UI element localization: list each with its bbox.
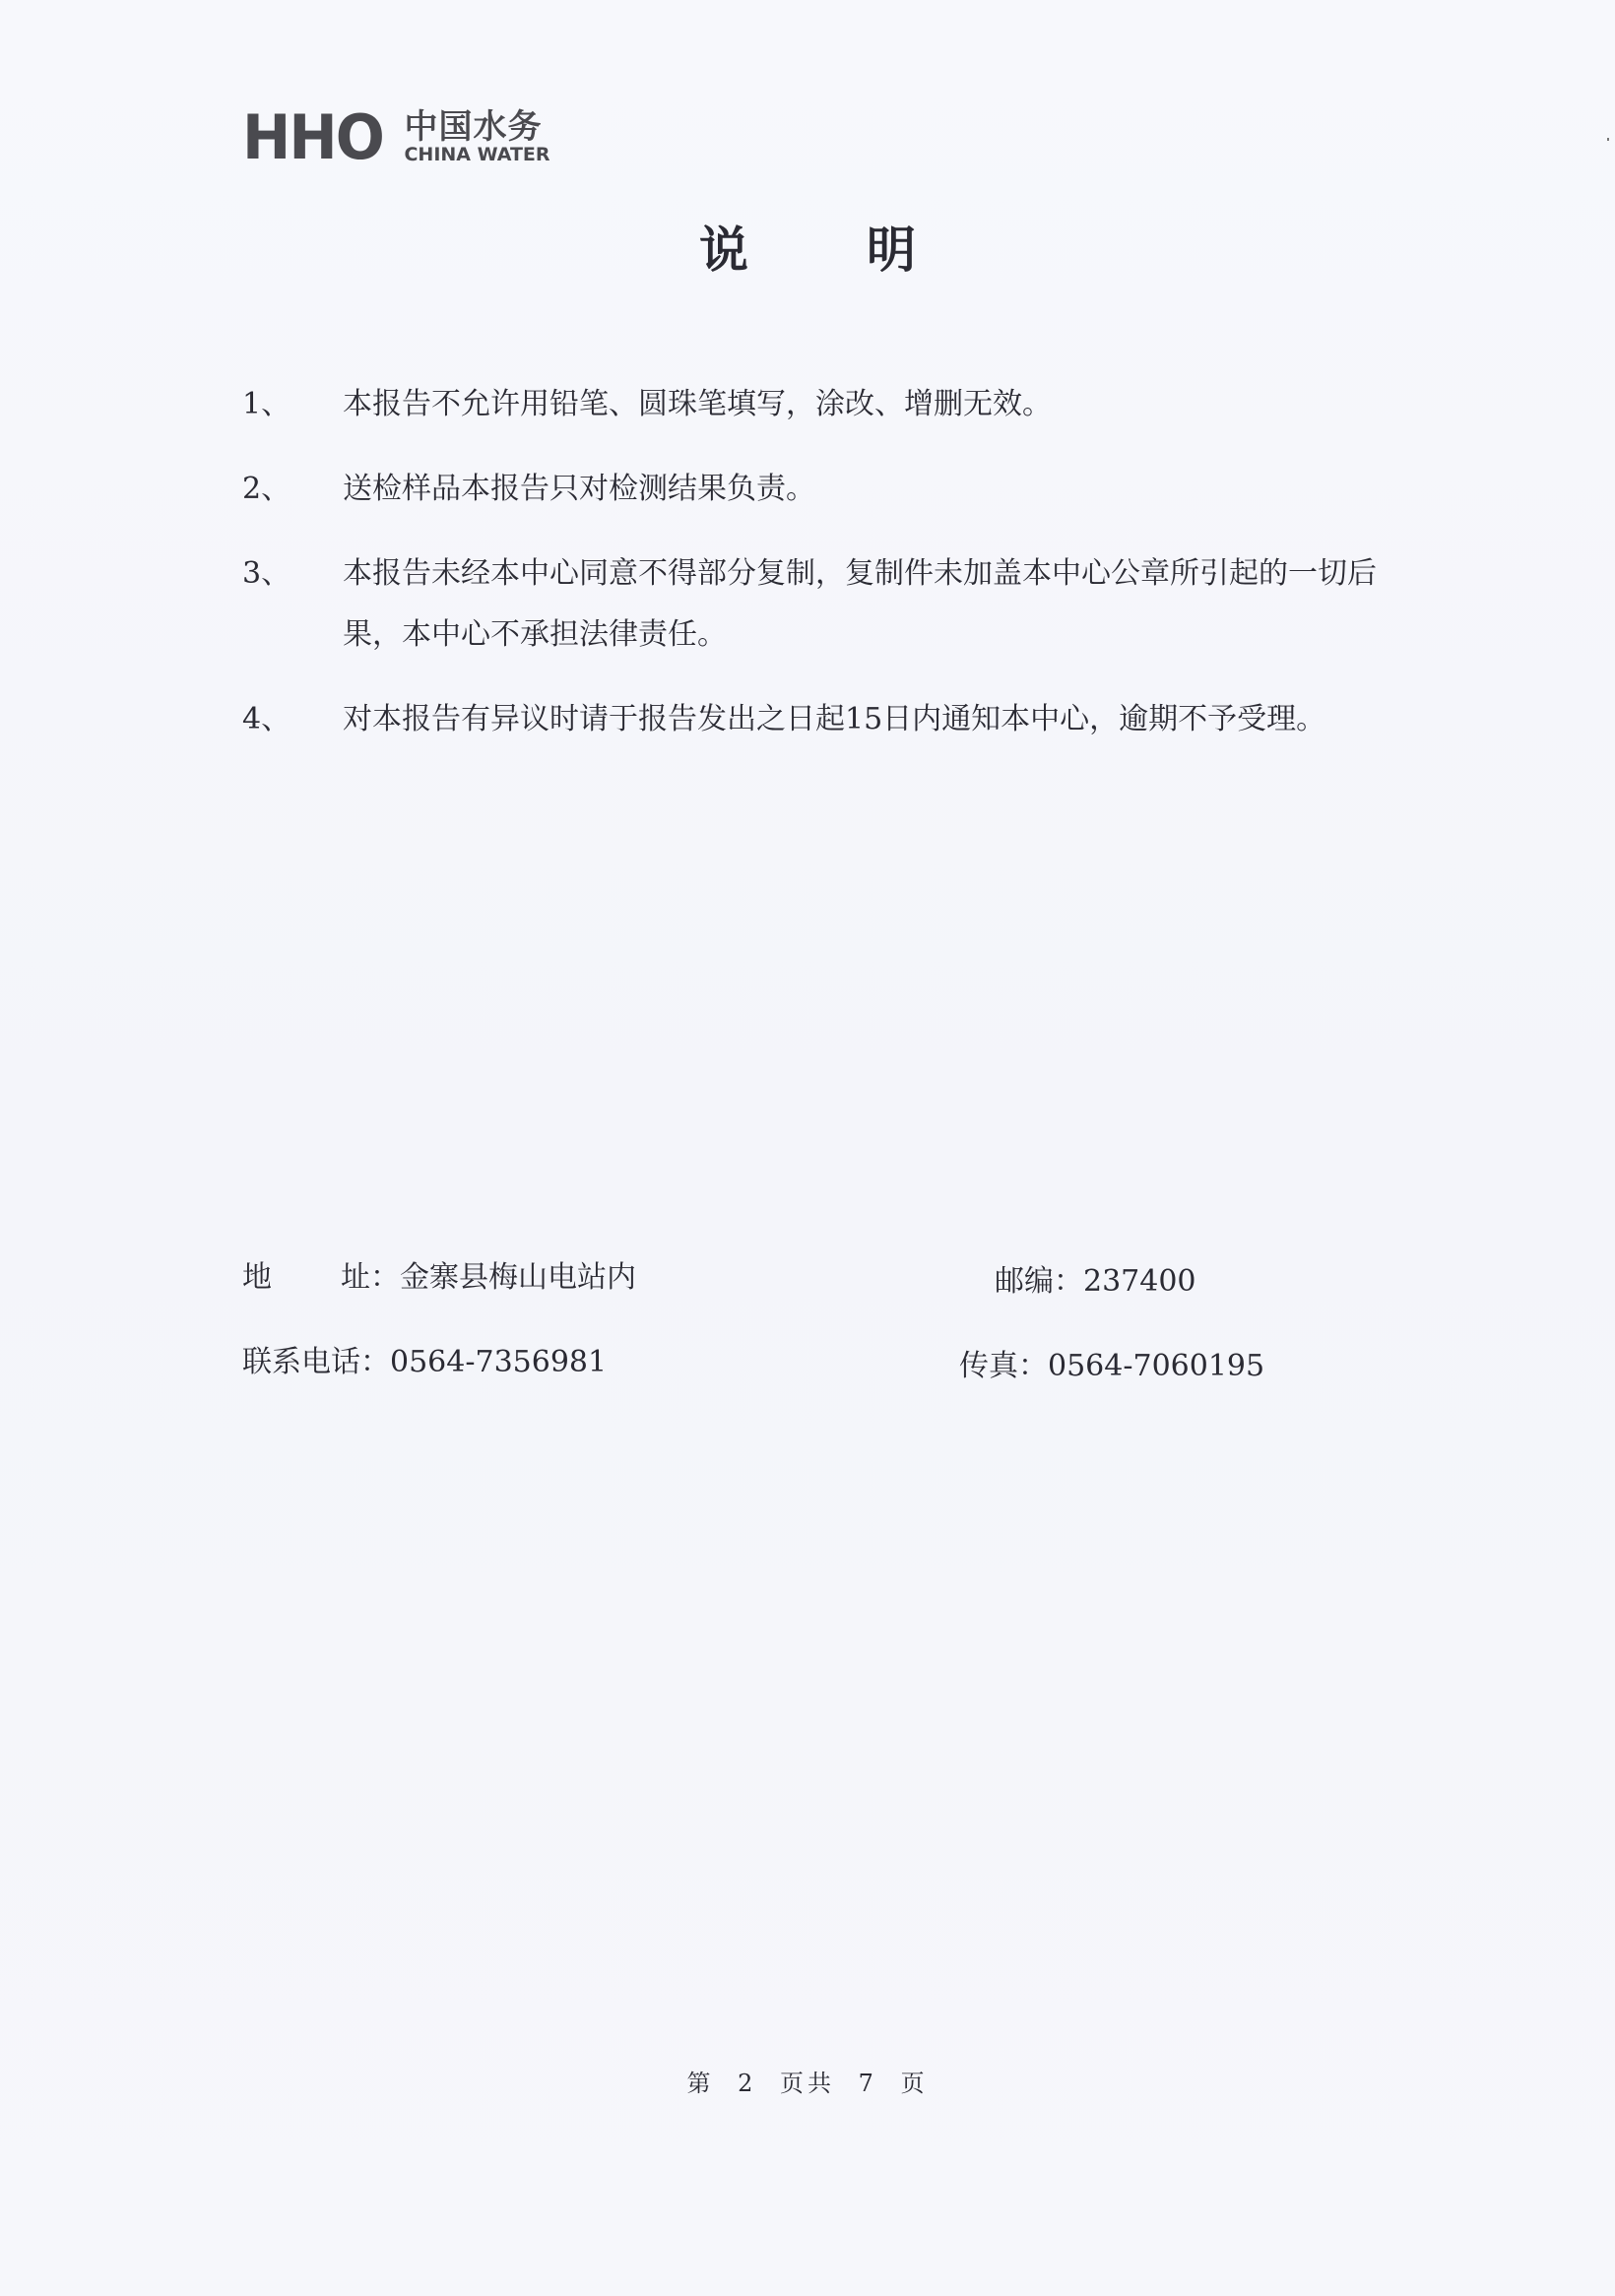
phone-row (242, 1337, 607, 1380)
phone-value: 0564-7356981 (390, 1345, 608, 1379)
notice-number: 4、 (242, 702, 291, 736)
notice-number: 1、 (242, 387, 291, 421)
notice-text: 本报告不允许用铅笔、圆珠笔填写，涂改、增删无效。 (343, 387, 1052, 421)
notice-item (242, 374, 1385, 435)
notice-item (242, 459, 1385, 520)
china-water-logo (242, 98, 550, 177)
address-label-a: 地 (242, 1260, 272, 1295)
address-label-b: 址： (341, 1260, 400, 1295)
notice-number: 2、 (242, 472, 291, 506)
postcode-value: 237400 (1083, 1264, 1196, 1299)
postcode-block (995, 1256, 1196, 1300)
logo-mark: HHO (242, 101, 383, 173)
fax-value: 0564-7060195 (1048, 1349, 1265, 1383)
title-char-2: 明 (867, 221, 916, 279)
footer-middle: 页共 (780, 2070, 835, 2097)
fax-block (959, 1341, 1264, 1384)
postcode-label: 邮编： (995, 1264, 1083, 1299)
scan-edge-mark (1607, 138, 1609, 141)
notice-text: 送检样品本报告只对检测结果负责。 (343, 472, 815, 506)
logo-chinese-name: 中国水务 (404, 106, 543, 147)
footer-total: 7 (858, 2070, 877, 2097)
logo-english-name: CHINA WATER (404, 144, 550, 166)
notice-text: 对本报告有异议时请于报告发出之日起15日内通知本中心，逾期不予受理。 (343, 702, 1326, 736)
title-char-1: 说 (699, 221, 748, 279)
footer-prefix: 第 (686, 2070, 715, 2097)
page-title (0, 211, 1615, 282)
address-value: 金寨县梅山电站内 (400, 1260, 636, 1295)
notice-item (242, 543, 1385, 666)
notice-number: 3、 (242, 556, 291, 591)
address-row (242, 1252, 636, 1296)
fax-label: 传真： (959, 1349, 1048, 1383)
footer-suffix: 页 (900, 2070, 929, 2097)
footer-page: 2 (738, 2070, 757, 2097)
page-number-footer (0, 2064, 1615, 2098)
notice-list (242, 374, 1385, 774)
logo-text (404, 106, 550, 166)
phone-label: 联系电话： (242, 1345, 390, 1379)
notice-item (242, 689, 1385, 750)
notice-text: 本报告未经本中心同意不得部分复制，复制件未加盖本中心公章所引起的一切后果，本中心不承担法律责任。 (343, 556, 1377, 652)
